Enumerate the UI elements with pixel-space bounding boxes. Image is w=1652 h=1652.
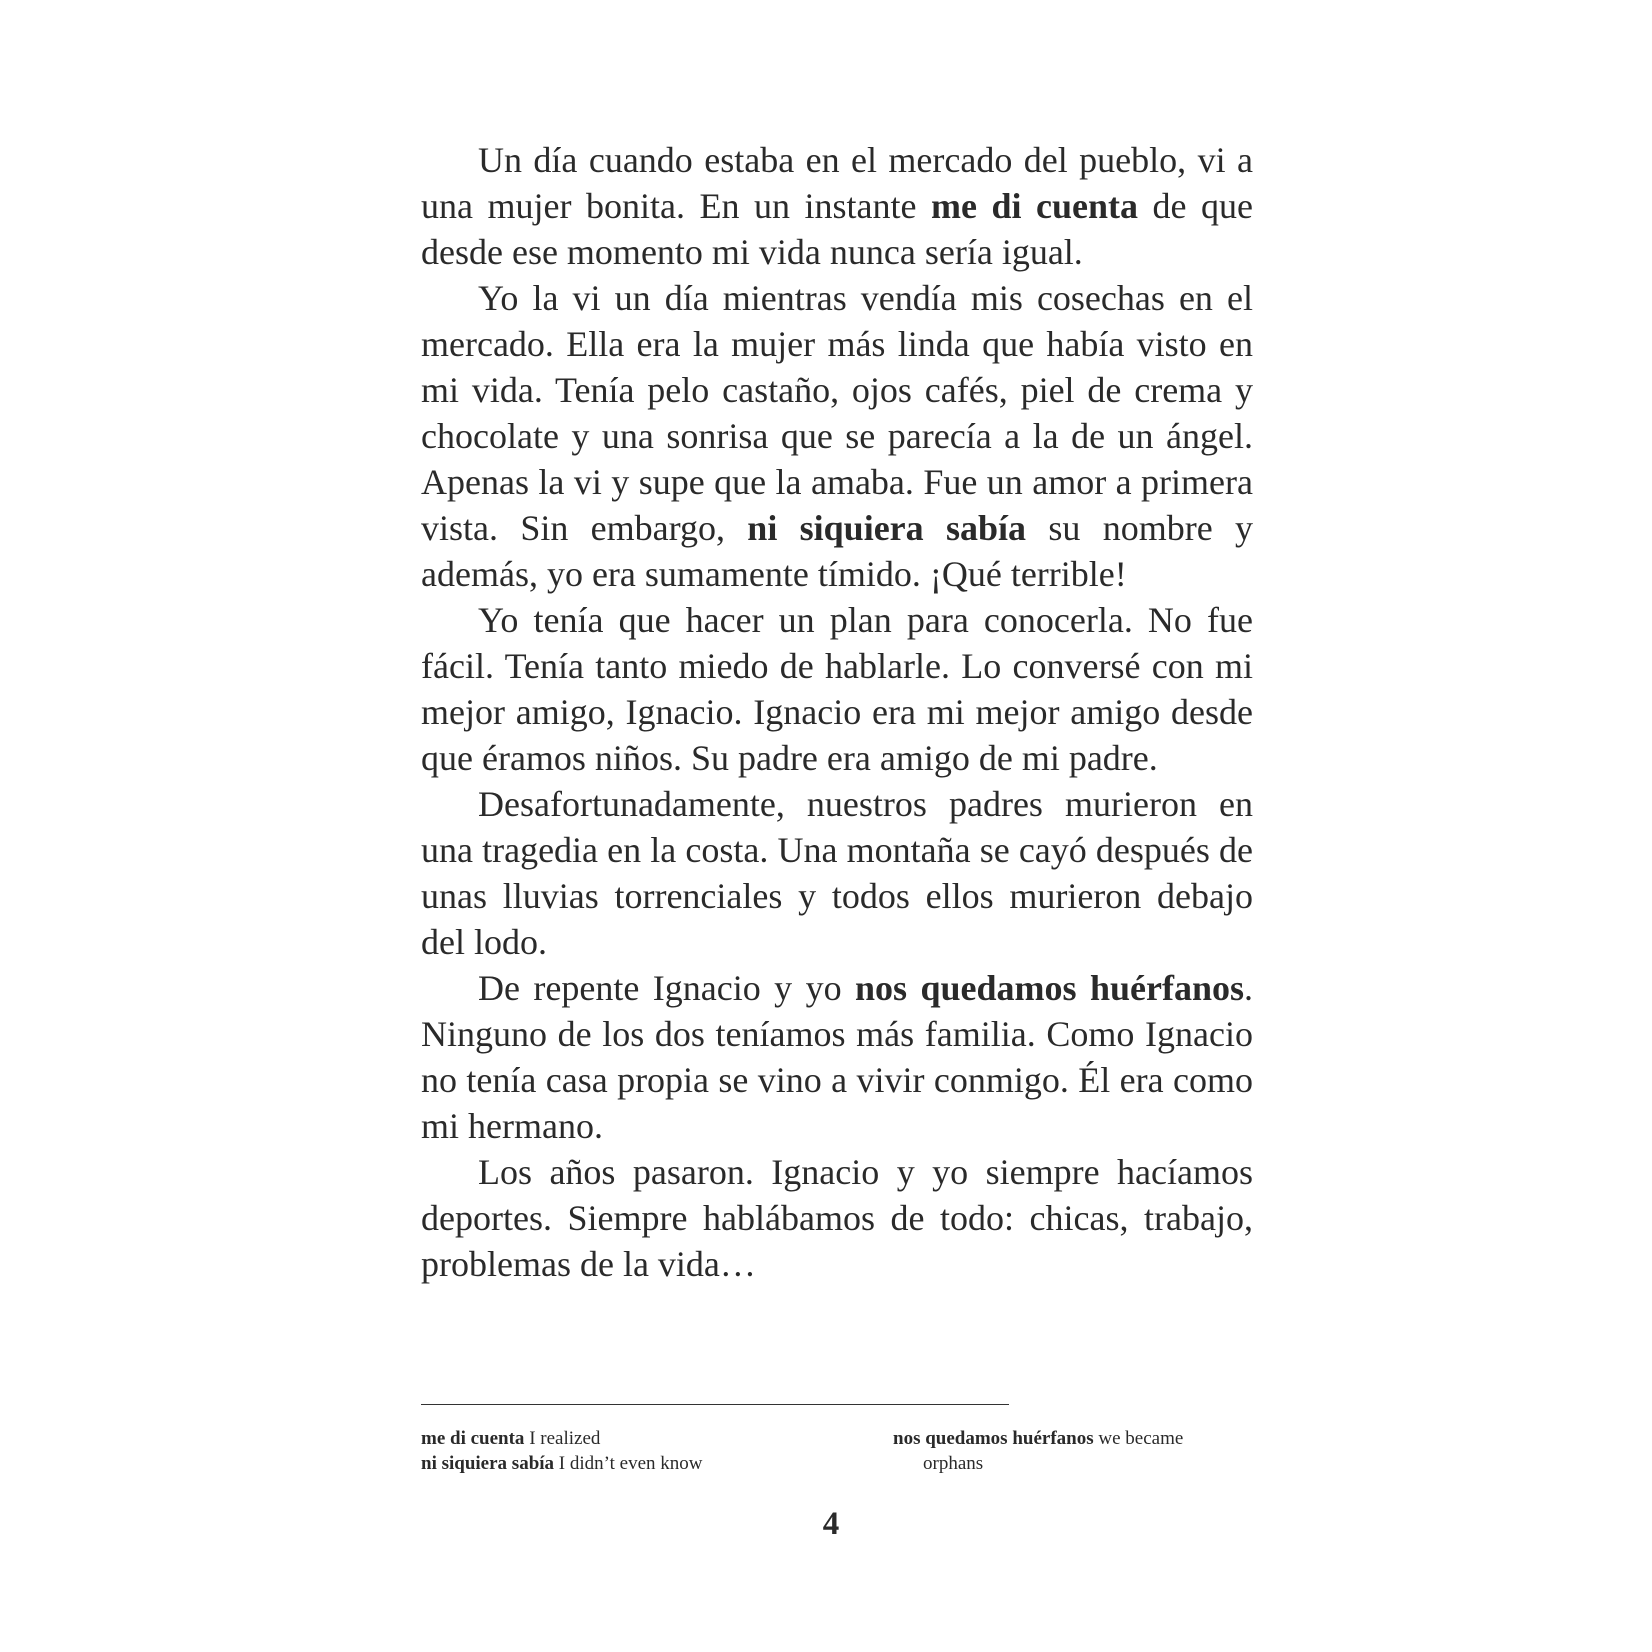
page-number: 4 [822, 1506, 840, 1542]
footnote-divider [421, 1404, 1009, 1405]
glossary-entry [421, 1426, 751, 1451]
glossary-left-column [421, 1426, 751, 1476]
text-segment: de que desde ese momento mi vida nunca sería igual. [421, 186, 1253, 272]
text-segment: su nombre y además, yo era sumamente tímido. ¡Qué terrible! [421, 508, 1253, 594]
glossary-entry [893, 1426, 1233, 1476]
glossary-definition: I didn’t even know [558, 1453, 703, 1474]
text-segment: . Ninguno de los dos teníamos más familia. Como Ignacio no tenía casa propia se vino a vivir conmigo. Él era como mi hermano. [421, 968, 1253, 1146]
text-segment: De repente Ignacio y yo [478, 968, 856, 1008]
vocab-term: me di cuenta [930, 186, 1138, 226]
glossary-right-column [893, 1426, 1233, 1476]
paragraph [421, 597, 1253, 781]
glossary-definition: I realized [529, 1428, 601, 1449]
paragraph [421, 1149, 1253, 1287]
vocab-term: nos quedamos huérfanos [855, 968, 1244, 1008]
text-segment: Un día cuando estaba en el mercado del pueblo, vi a una mujer bonita. En un instante [421, 140, 1253, 226]
glossary-term: ni siquiera sabía [421, 1453, 555, 1474]
glossary-term: me di cuenta [421, 1428, 525, 1449]
text-segment: Yo la vi un día mientras vendía mis cosechas en el mercado. Ella era la mujer más linda que había visto en mi vida. Tenía pelo castaño, ojos cafés, piel de crema y chocolate y una sonrisa que se parecía a la de un ángel. Apenas la vi y supe que la amaba. Fue un amor a primera vista. Sin embargo, [421, 278, 1253, 548]
glossary-entry [421, 1451, 751, 1476]
text-segment: Yo tenía que hacer un plan para conocerla. No fue fácil. Tenía tanto miedo de hablarle. Lo conversé con mi mejor amigo, Ignacio. Ignacio era mi mejor amigo desde que éramos niños. Su padre era amigo de mi padre. [421, 600, 1253, 778]
paragraph [421, 275, 1253, 597]
glossary-term: nos quedamos huérfanos [893, 1428, 1094, 1449]
paragraph [421, 137, 1253, 275]
paragraph [421, 781, 1253, 965]
paragraph [421, 965, 1253, 1149]
text-segment: Los años pasaron. Ignacio y yo siempre hacíamos deportes. Siempre hablábamos de todo: chicas, trabajo, problemas de la vida… [421, 1152, 1253, 1284]
main-text [421, 137, 1253, 1287]
glossary-definition: we became orphans [923, 1428, 1184, 1474]
text-segment: Desafortunadamente, nuestros padres murieron en una tragedia en la costa. Una montaña se cayó después de unas lluvias torrenciales y todos ellos murieron debajo del lodo. [421, 784, 1253, 962]
vocab-term: ni siquiera sabía [747, 508, 1027, 548]
